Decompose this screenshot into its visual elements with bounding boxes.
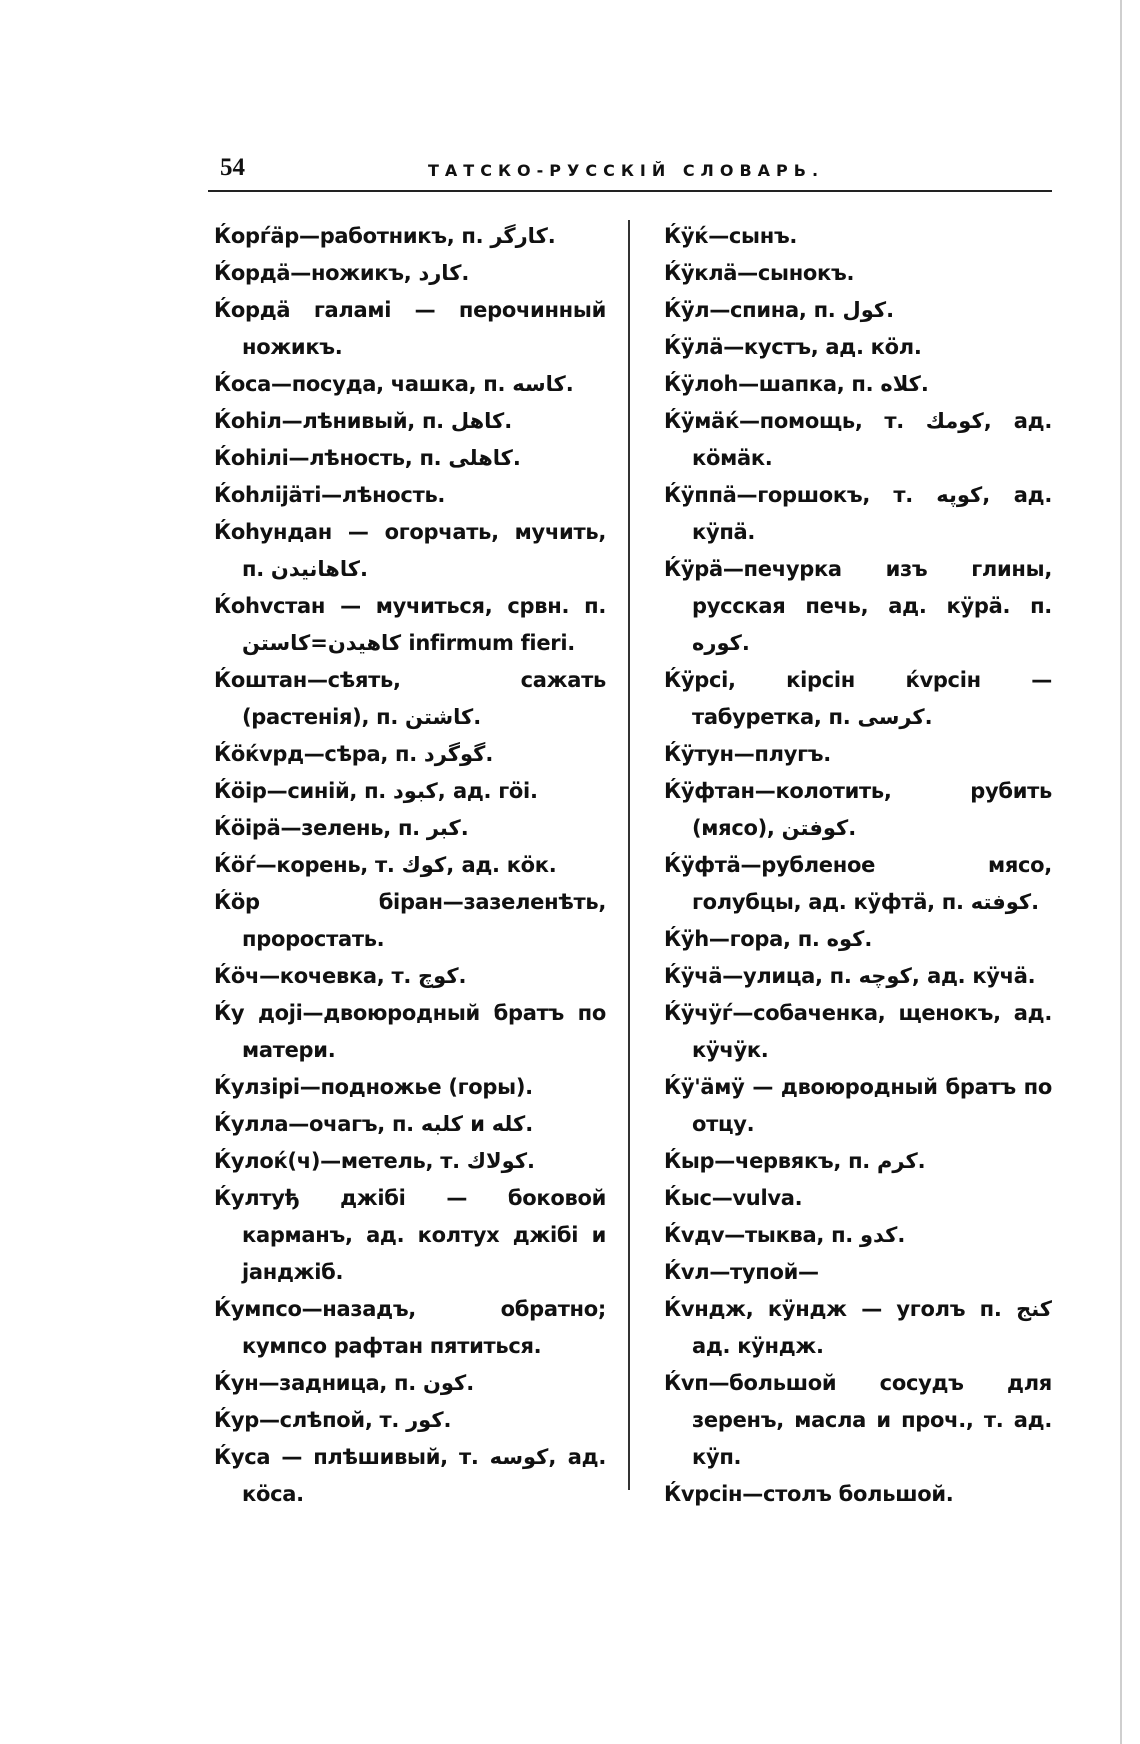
dictionary-entry: Ќултуђ джібі — боковой карманъ, ад. колтух джібі и јанджіб. <box>214 1186 606 1284</box>
dictionary-entry: Ќöiр—синій, п. کبود, ад. гöi. <box>214 779 538 803</box>
dictionary-entry: Ќоhvстан — мучиться, срвн. п. کاهیدن=کاستن infirmum fieri. <box>214 594 606 655</box>
right-column <box>664 218 1052 1513</box>
dictionary-entry: Ќоса—посуда, чашка, п. کاسه. <box>214 372 574 396</box>
dictionary-entry: Ќöч—кочевка, т. کوچ. <box>214 964 467 988</box>
dictionary-entry: Ќÿфтä—рубленое мясо, голубцы, ад. кÿфтä, п. کوفته. <box>664 853 1052 914</box>
dictionary-entry: Ќулоќ(ч)—метель, т. کولاك. <box>214 1149 536 1173</box>
dictionary-entry: Ќvндж, кÿндж — уголъ п. کنج ад. кÿндж. <box>664 1297 1052 1358</box>
dictionary-entry: Ќÿh—гора, п. کوه. <box>664 927 873 951</box>
dictionary-entry: Ќÿчä—улица, п. کوچه, ад. кÿчä. <box>664 964 1036 988</box>
dictionary-entry: Ќÿлä—кустъ, ад. кöл. <box>664 335 922 359</box>
dictionary-entry: Ќÿклä—сынокъ. <box>664 261 855 285</box>
dictionary-entry: Ќыс—vulva. <box>664 1186 803 1210</box>
dictionary-entry: Ќулзiрі—подножье (горы). <box>214 1075 533 1099</box>
running-title: ТАТСКО-РУССКІЙ СЛОВАРЬ. <box>428 161 825 180</box>
dictionary-entry: Ќÿрсі, кірсін ќvрсін — табуретка, п. کرسی. <box>664 668 1052 729</box>
header-rule <box>208 190 1052 192</box>
dictionary-entry: Ќÿтун—плугъ. <box>664 742 831 766</box>
column-divider <box>628 220 630 1490</box>
dictionary-entry: Ќvл—тупой— <box>664 1260 819 1284</box>
dictionary-entry: Ќур—слѣпой, т. کور. <box>214 1408 452 1432</box>
page-header <box>208 154 1052 194</box>
dictionary-entry: Ќоhлiјäті—лѣность. <box>214 483 446 507</box>
dictionary-entry: Ќулла—очагъ, п. کلبه и کله. <box>214 1112 534 1136</box>
dictionary-entry: Ќÿфтан—колотить, рубить (мясо), کوفتن. <box>664 779 1052 840</box>
dictionary-entry: Ќöќvрд—сѣра, п. گوگرد. <box>214 742 494 766</box>
right-margin-rule <box>1120 0 1122 1744</box>
dictionary-entry: Ќорѓäр—работникъ, п. کارگر. <box>214 224 556 248</box>
left-column <box>214 218 606 1513</box>
dictionary-entry: Ќуса — плѣшивый, т. کوسه, ад. кöса. <box>214 1445 606 1506</box>
dictionary-entry: Ќöѓ—корень, т. کوك, ад. кöк. <box>214 853 557 877</box>
dictionary-entry: Ќÿрä—печурка изъ глины, русская печь, ад. кÿрä. п. کوره. <box>664 557 1052 655</box>
dictionary-entry: Ќордä галамі — перочинный ножикъ. <box>214 298 606 359</box>
dictionary-entry: Ќун—задница, п. کون. <box>214 1371 475 1395</box>
dictionary-entry: Ќоhiл—лѣнивый, п. کاهل. <box>214 409 513 433</box>
dictionary-entry: Ќvдv—тыква, п. کدو. <box>664 1223 906 1247</box>
dictionary-entry: Ќÿппä—горшокъ, т. کوپه, ад. кÿпä. <box>664 483 1053 544</box>
dictionary-entry: Ќордä—ножикъ, کارد. <box>214 261 470 285</box>
dictionary-entry: Ќу доjі—двоюродный братъ по матери. <box>214 1001 606 1062</box>
dictionary-entry: Ќöipä—зелень, п. کبر. <box>214 816 469 840</box>
dictionary-entry: Ќvрсін—столъ большой. <box>664 1482 954 1506</box>
dictionary-entry: Ќоhундан — огорчать, мучить, п. کاهانیدن. <box>214 520 606 581</box>
dictionary-entry: Ќÿчÿѓ—собаченка, щенокъ, ад. кÿчÿк. <box>664 1001 1052 1062</box>
dictionary-entry: Ќыр—червякъ, п. کرم. <box>664 1149 926 1173</box>
dictionary-entry: Ќÿмäќ—помощь, т. کومك, ад. кöмäк. <box>664 409 1052 470</box>
dictionary-entry: Ќумпсо—назадъ, обратно; кумпсо рафтан пятиться. <box>214 1297 606 1358</box>
dictionary-entry: Ќÿлоh—шапка, п. کلاه. <box>664 372 929 396</box>
page-number: 54 <box>220 154 245 181</box>
dictionary-entry: Ќÿл—спина, п. کول. <box>664 298 895 322</box>
dictionary-entry: Ќоштан—сѣять, сажать (растенія), п. کاشتن. <box>214 668 606 729</box>
dictionary-entry: Ќöр біран—зазеленѣть, проростать. <box>214 890 606 951</box>
dictionary-entry: Ќvп—большой сосудъ для зеренъ, масла и проч., т. ад. кÿп. <box>664 1371 1052 1469</box>
dictionary-entry: Ќÿќ—сынъ. <box>664 224 798 248</box>
dictionary-entry: Ќоhілі—лѣность, п. کاهلی. <box>214 446 521 470</box>
dictionary-entry: Ќÿ'äмÿ — двоюродный братъ по отцу. <box>664 1075 1052 1136</box>
